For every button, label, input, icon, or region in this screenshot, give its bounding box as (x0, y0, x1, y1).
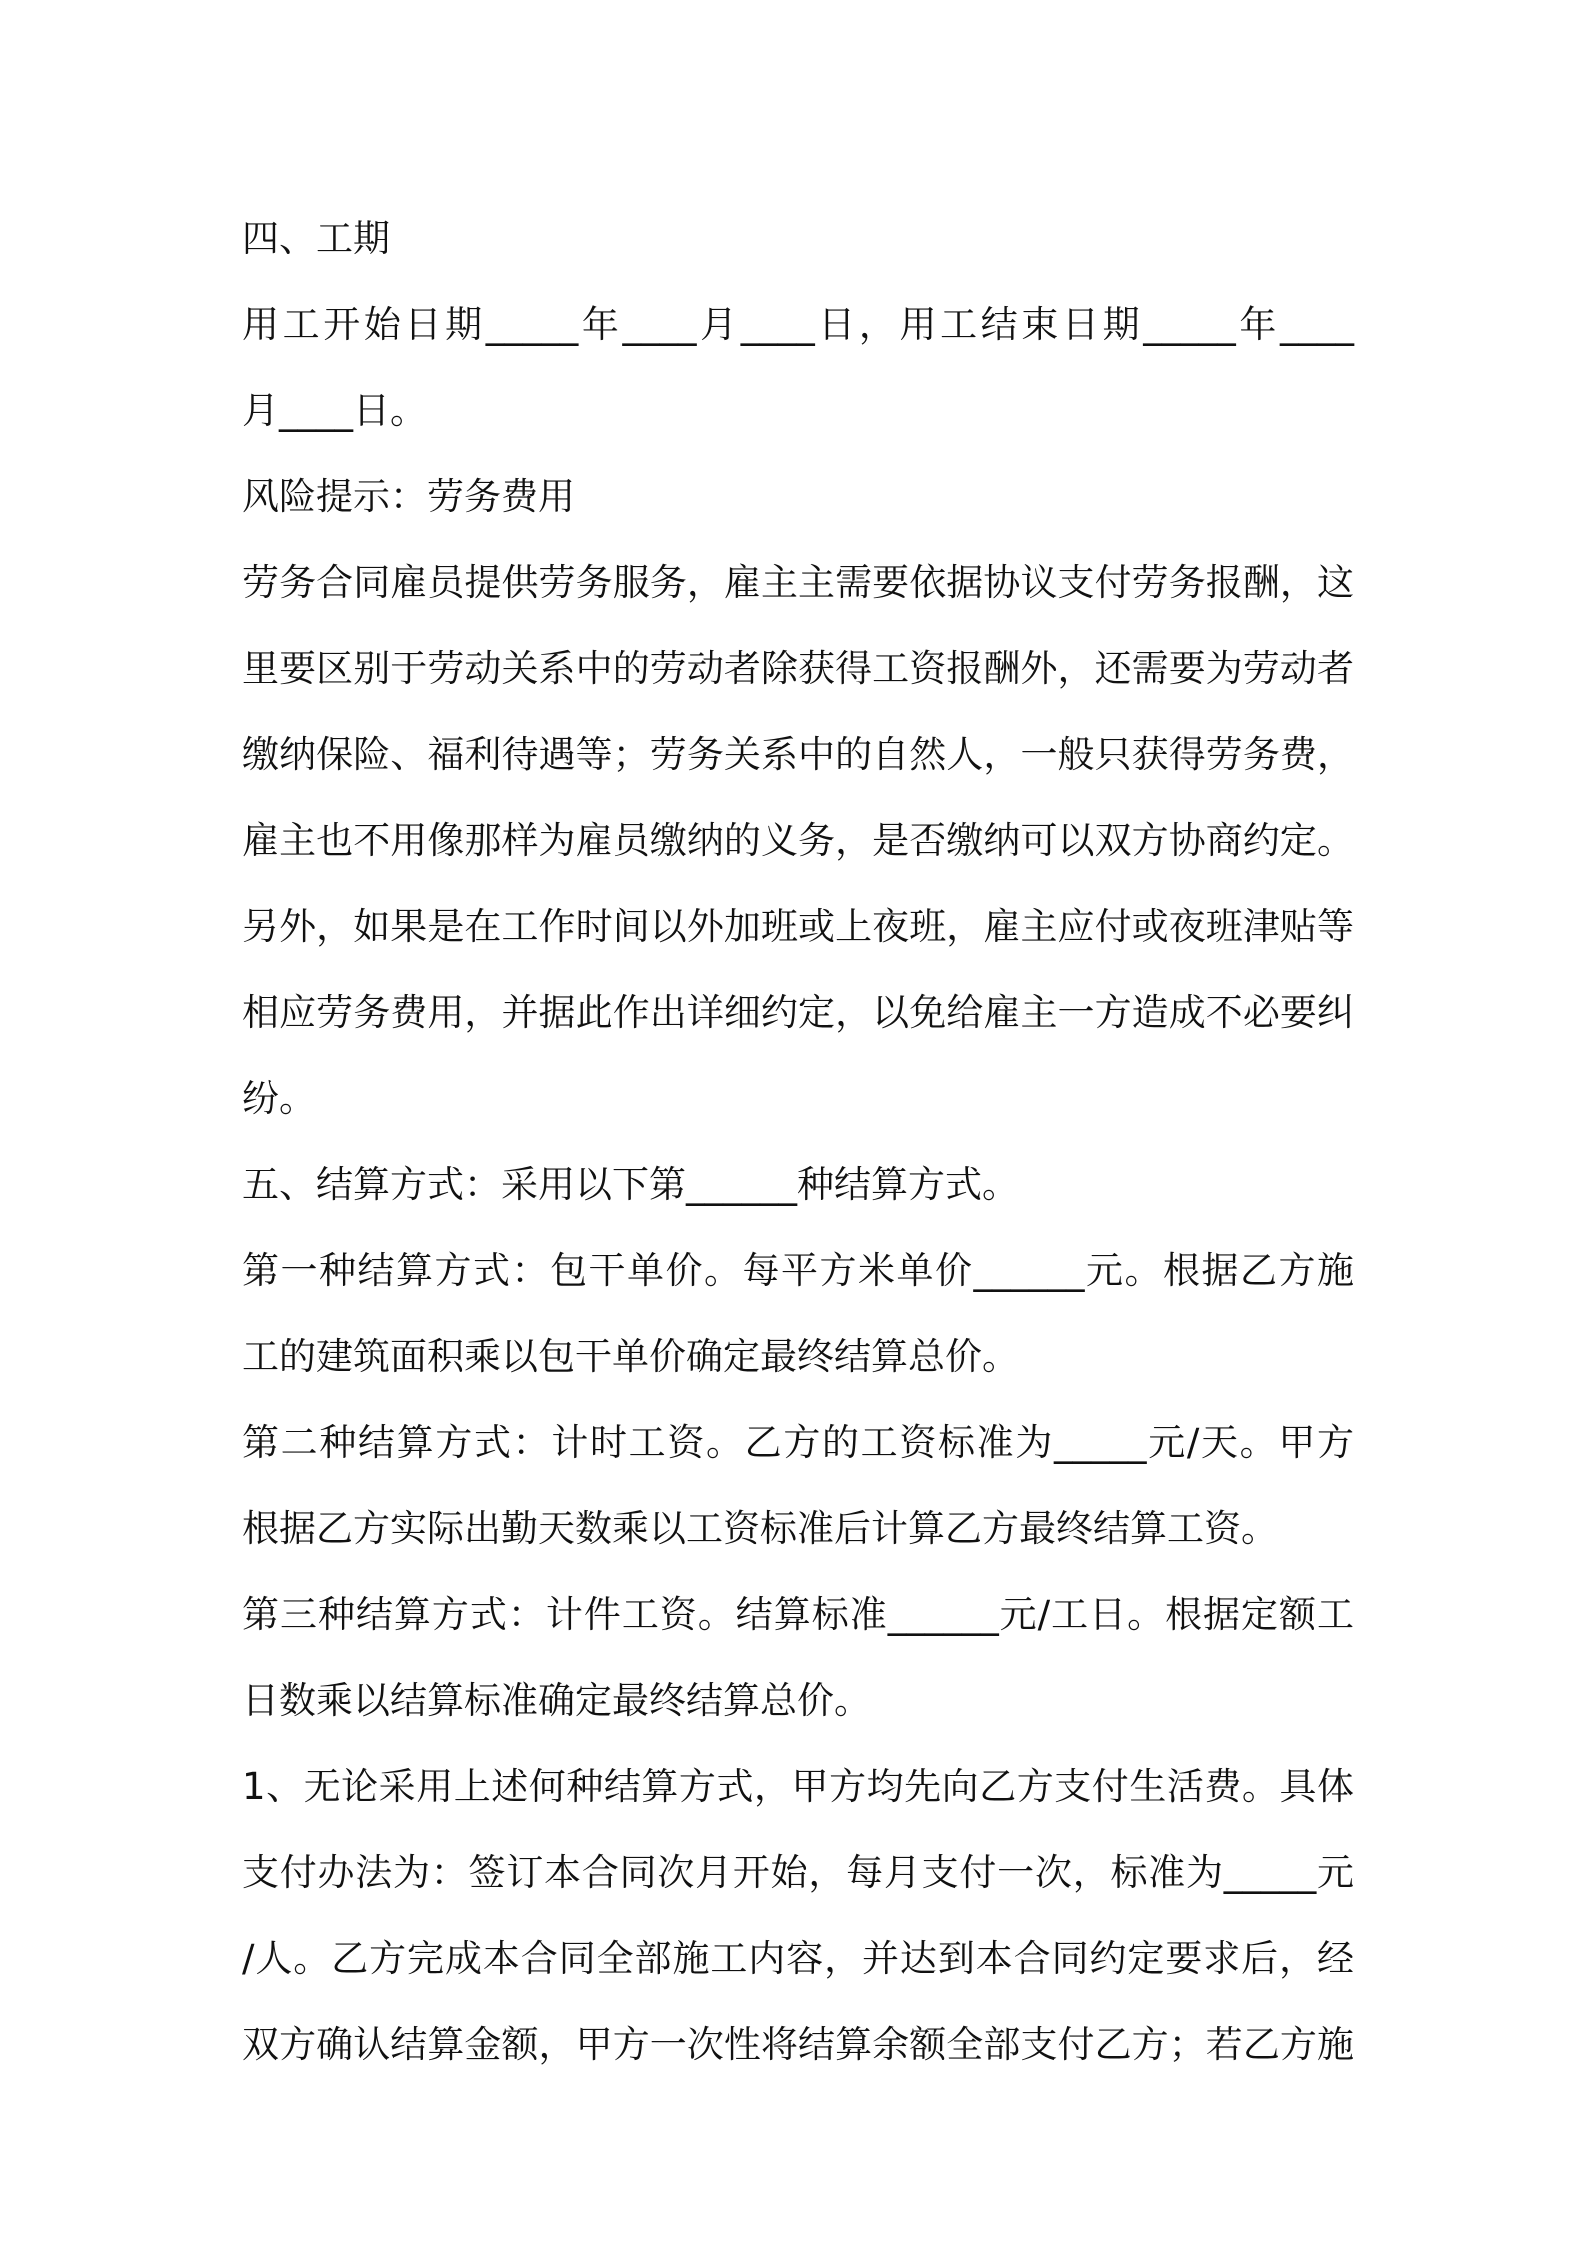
paragraph-line: 第一种结算方式：包干单价。每平方米单价______元。根据乙方施 (242, 1249, 1354, 1292)
paragraph-line: 劳务合同雇员提供劳务服务，雇主主需要依据协议支付劳务报酬，这 (242, 561, 1354, 604)
paragraph-line: 日数乘以结算标准确定最终结算总价。 (242, 1679, 871, 1722)
paragraph-line: 根据乙方实际出勤天数乘以工资标准后计算乙方最终结算工资。 (242, 1507, 1278, 1550)
paragraph-line: 1、无论采用上述何种结算方式，甲方均先向乙方支付生活费。具体 (242, 1765, 1354, 1808)
paragraph-line: 另外，如果是在工作时间以外加班或上夜班，雇主应付或夜班津贴等 (242, 905, 1354, 948)
paragraph-line: 月____日。 (242, 389, 427, 432)
paragraph-line: 第二种结算方式：计时工资。乙方的工资标准为_____元/天。甲方 (242, 1421, 1354, 1464)
paragraph-line: 双方确认结算金额，甲方一次性将结算余额全部支付乙方；若乙方施 (242, 2023, 1354, 2066)
paragraph-line: /人。乙方完成本合同全部施工内容，并达到本合同约定要求后，经 (242, 1937, 1354, 1980)
section-heading-settlement: 五、结算方式：采用以下第______种结算方式。 (242, 1163, 1019, 1206)
paragraph-line: 用工开始日期_____年____月____日，用工结束日期_____年____ (242, 303, 1354, 346)
paragraph-line: 支付办法为：签订本合同次月开始，每月支付一次，标准为_____元 (242, 1851, 1354, 1894)
paragraph-line: 相应劳务费用，并据此作出详细约定，以免给雇主一方造成不必要纠 (242, 991, 1354, 1034)
paragraph-line: 第三种结算方式：计件工资。结算标准______元/工日。根据定额工 (242, 1593, 1354, 1636)
paragraph-line: 里要区别于劳动关系中的劳动者除获得工资报酬外，还需要为劳动者 (242, 647, 1354, 690)
paragraph-line: 缴纳保险、福利待遇等；劳务关系中的自然人，一般只获得劳务费， (242, 733, 1354, 776)
paragraph-line: 雇主也不用像那样为雇员缴纳的义务，是否缴纳可以双方协商约定。 (242, 819, 1354, 862)
paragraph-line: 工的建筑面积乘以包干单价确定最终结算总价。 (242, 1335, 1019, 1378)
paragraph-line: 纷。 (242, 1077, 316, 1120)
section-heading-schedule: 四、工期 (242, 217, 390, 260)
risk-tip-heading: 风险提示：劳务费用 (242, 475, 575, 518)
document-body (242, 196, 1354, 2088)
